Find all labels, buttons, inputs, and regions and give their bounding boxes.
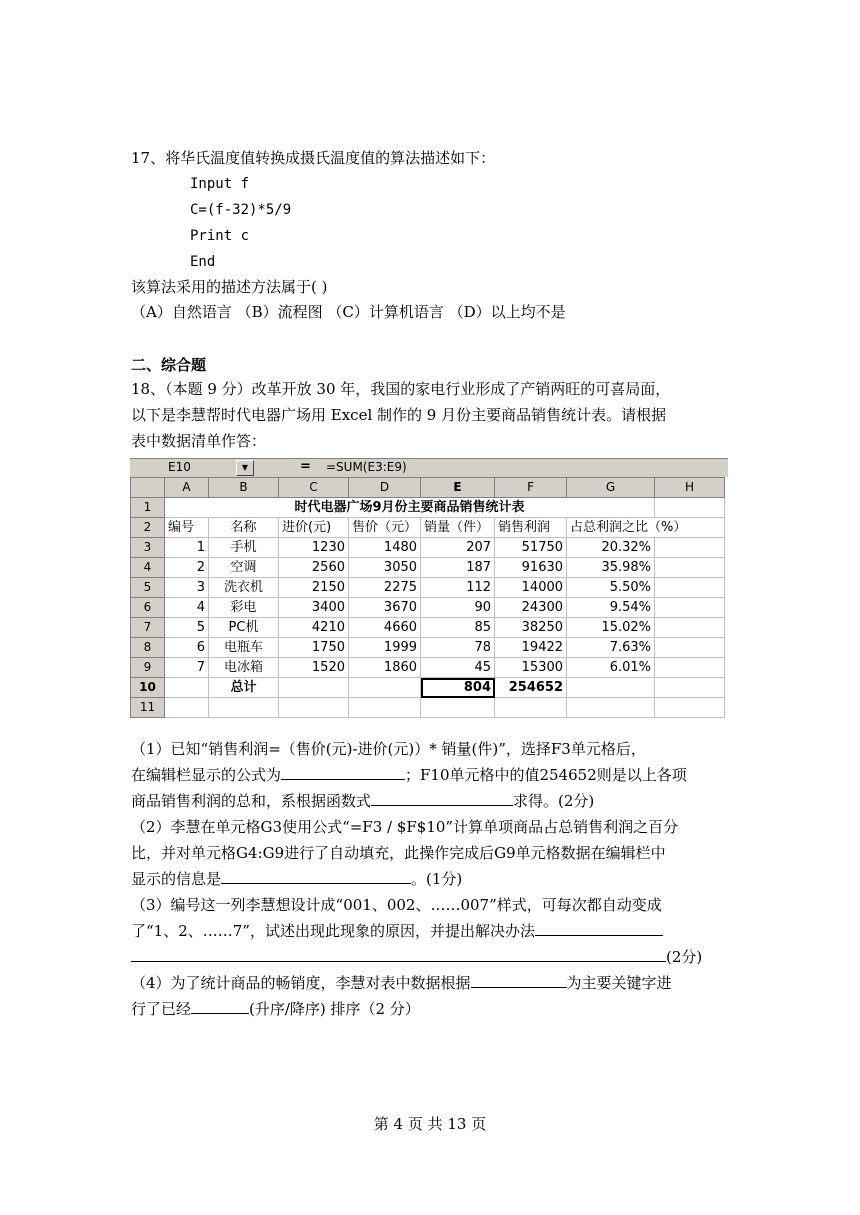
- code-line-4: End: [190, 254, 216, 270]
- spreadsheet-grid: [130, 477, 725, 718]
- code-line-1: Input f: [190, 176, 250, 192]
- q18-intro-3: 表中数据清单作答：: [131, 432, 267, 450]
- cell[interactable]: 78: [421, 638, 495, 658]
- p3-b-pre: 了“1、2、……7”，试述出现此现象的原因，并提出解决办法: [131, 922, 535, 940]
- table-row: [131, 518, 725, 538]
- cell[interactable]: 35.98%: [567, 558, 655, 578]
- formula-text[interactable]: =SUM(E3:E9): [326, 460, 407, 474]
- cell[interactable]: 6.01%: [567, 658, 655, 678]
- cell[interactable]: 1750: [279, 638, 349, 658]
- p1-c-post: 求得。(2分): [513, 792, 595, 810]
- p3-line-a: （3）编号这一列李慧想设计成“001、002、……007”样式，可每次都自动变成: [131, 896, 662, 914]
- cell[interactable]: 4210: [279, 618, 349, 638]
- p4-b-pre: 行了已经: [131, 1000, 192, 1018]
- section-title: 二、综合题: [131, 356, 207, 374]
- cell[interactable]: 彩电: [209, 598, 279, 618]
- table-row: [131, 698, 725, 718]
- q17-title: 17、将华氏温度值转换成摄氏温度值的算法描述如下：: [131, 149, 496, 167]
- table-row: [131, 498, 725, 518]
- corner-cell[interactable]: [131, 478, 165, 498]
- p3-c-post: (2分): [666, 948, 703, 966]
- cell[interactable]: 5.50%: [567, 578, 655, 598]
- header-cell[interactable]: 名称: [209, 518, 279, 538]
- cell[interactable]: 1999: [349, 638, 421, 658]
- header-cell[interactable]: 编号: [165, 518, 209, 538]
- row-header[interactable]: 8: [131, 638, 165, 658]
- cell[interactable]: [279, 698, 349, 718]
- cell[interactable]: 112: [421, 578, 495, 598]
- cell[interactable]: 3400: [279, 598, 349, 618]
- cell[interactable]: 90: [421, 598, 495, 618]
- table-row: [131, 678, 725, 698]
- cell[interactable]: [655, 498, 725, 518]
- col-header-h[interactable]: H: [655, 478, 725, 498]
- cell[interactable]: 1520: [279, 658, 349, 678]
- cell[interactable]: [165, 678, 209, 698]
- p2-c-pre: 显示的信息是: [131, 870, 222, 888]
- p4-line-a: [131, 972, 672, 994]
- sheet-title[interactable]: 时代电器广场9月份主要商品销售统计表: [165, 498, 655, 518]
- code-line-3: Print c: [190, 228, 250, 244]
- cell[interactable]: 3: [165, 578, 209, 598]
- cell[interactable]: [655, 538, 725, 558]
- cell[interactable]: [655, 658, 725, 678]
- cell[interactable]: 1230: [279, 538, 349, 558]
- header-cell[interactable]: 售价（元）: [349, 518, 421, 538]
- cell[interactable]: 2560: [279, 558, 349, 578]
- row-header[interactable]: 7: [131, 618, 165, 638]
- cell[interactable]: [495, 698, 567, 718]
- cell[interactable]: 15300: [495, 658, 567, 678]
- cell[interactable]: [567, 678, 655, 698]
- p4-a-post: 为主要关键字进: [566, 974, 672, 992]
- answer-blank[interactable]: [535, 921, 663, 936]
- table-row: [131, 558, 725, 578]
- cell[interactable]: 4: [165, 598, 209, 618]
- cell[interactable]: [655, 578, 725, 598]
- cell[interactable]: 7.63%: [567, 638, 655, 658]
- cell[interactable]: 85: [421, 618, 495, 638]
- row-header[interactable]: 3: [131, 538, 165, 558]
- cell[interactable]: 5: [165, 618, 209, 638]
- cell[interactable]: [655, 558, 725, 578]
- excel-screenshot: [130, 458, 728, 714]
- table-row: [131, 638, 725, 658]
- cell[interactable]: 45: [421, 658, 495, 678]
- answer-blank[interactable]: [221, 869, 411, 884]
- col-header-c[interactable]: C: [279, 478, 349, 498]
- cell[interactable]: 20.32%: [567, 538, 655, 558]
- p2-line-a: （2）李慧在单元格G3使用公式“=F3 / $F$10”计算单项商品占总销售利润之百分: [131, 818, 679, 836]
- answer-blank[interactable]: [371, 791, 513, 806]
- col-header-a[interactable]: A: [165, 478, 209, 498]
- p4-a-pre: （4）为了统计商品的畅销度，李慧对表中数据根据: [131, 974, 471, 992]
- p1-line-a: （1）已知“销售利润=（售价(元)-进价(元)）* 销量(件)”，选择F3单元格后，: [131, 740, 646, 758]
- col-header-d[interactable]: D: [349, 478, 421, 498]
- formula-bar: [130, 458, 728, 477]
- p1-b-pre: 在编辑栏显示的公式为: [131, 766, 282, 784]
- header-cell[interactable]: 销售利润: [495, 518, 567, 538]
- row-header[interactable]: 6: [131, 598, 165, 618]
- cell[interactable]: 91630: [495, 558, 567, 578]
- cell[interactable]: 4660: [349, 618, 421, 638]
- cell[interactable]: 38250: [495, 618, 567, 638]
- cell[interactable]: 14000: [495, 578, 567, 598]
- row-header[interactable]: 9: [131, 658, 165, 678]
- table-row: [131, 598, 725, 618]
- column-header-row: [131, 478, 725, 498]
- answer-blank[interactable]: [131, 947, 666, 962]
- cell[interactable]: 6: [165, 638, 209, 658]
- row-header[interactable]: 11: [131, 698, 165, 718]
- header-cell[interactable]: 进价(元): [279, 518, 349, 538]
- table-row: [131, 538, 725, 558]
- name-box[interactable]: E10: [168, 460, 191, 474]
- cell[interactable]: PC机: [209, 618, 279, 638]
- cell[interactable]: [655, 598, 725, 618]
- table-row: [131, 578, 725, 598]
- cell[interactable]: 51750: [495, 538, 567, 558]
- cell[interactable]: 洗衣机: [209, 578, 279, 598]
- cell[interactable]: 3050: [349, 558, 421, 578]
- cell[interactable]: [655, 638, 725, 658]
- answer-blank[interactable]: [281, 765, 405, 780]
- cell[interactable]: 1860: [349, 658, 421, 678]
- col-header-b[interactable]: B: [209, 478, 279, 498]
- p1-b-post: ；F10单元格中的值254652则是以上各项: [405, 766, 687, 784]
- cell[interactable]: [279, 678, 349, 698]
- equals-sign: =: [300, 459, 311, 474]
- p2-line-b: 比，并对单元格G4:G9进行了自动填充，此操作完成后G9单元格数据在编辑栏中: [131, 844, 666, 862]
- p4-b-post: (升序/降序) 排序（2 分）: [249, 1000, 420, 1018]
- q18-intro-1: 18、（本题 9 分）改革开放 30 年，我国的家电行业形成了产销两旺的可喜局面，: [131, 380, 671, 398]
- cell[interactable]: 7: [165, 658, 209, 678]
- cell[interactable]: [165, 698, 209, 718]
- cell[interactable]: 2150: [279, 578, 349, 598]
- table-row: [131, 658, 725, 678]
- row-header[interactable]: 5: [131, 578, 165, 598]
- cell[interactable]: [421, 698, 495, 718]
- cell[interactable]: 手机: [209, 538, 279, 558]
- cell[interactable]: [209, 698, 279, 718]
- cell[interactable]: 2: [165, 558, 209, 578]
- cell[interactable]: [655, 678, 725, 698]
- cell[interactable]: [349, 698, 421, 718]
- q18-intro-2: 以下是李慧帮时代电器广场用 Excel 制作的 9 月份主要商品销售统计表。请根据: [131, 406, 667, 424]
- cell[interactable]: 电瓶车: [209, 638, 279, 658]
- col-header-g[interactable]: G: [567, 478, 655, 498]
- cell[interactable]: 9.54%: [567, 598, 655, 618]
- cell[interactable]: [567, 698, 655, 718]
- p3-line-c: [131, 946, 702, 968]
- header-cell[interactable]: 销量（件）: [421, 518, 495, 538]
- row-header[interactable]: 2: [131, 518, 165, 538]
- cell[interactable]: 电冰箱: [209, 658, 279, 678]
- q17-options: （A）自然语言 （B）流程图 （C）计算机语言 （D）以上均不是: [131, 303, 566, 321]
- cell[interactable]: 1: [165, 538, 209, 558]
- answer-blank[interactable]: [191, 999, 249, 1014]
- col-header-f[interactable]: F: [495, 478, 567, 498]
- cell[interactable]: 207: [421, 538, 495, 558]
- code-line-2: C=(f-32)*5/9: [190, 202, 292, 218]
- total-label[interactable]: 总计: [209, 678, 279, 698]
- cell[interactable]: 3670: [349, 598, 421, 618]
- col-header-e[interactable]: E: [421, 478, 495, 498]
- cell[interactable]: 空调: [209, 558, 279, 578]
- cell[interactable]: 19422: [495, 638, 567, 658]
- cell[interactable]: 1480: [349, 538, 421, 558]
- row-header[interactable]: 1: [131, 498, 165, 518]
- header-cell[interactable]: 占总利润之比（%）: [567, 518, 725, 538]
- cell[interactable]: 187: [421, 558, 495, 578]
- cell[interactable]: 24300: [495, 598, 567, 618]
- cell[interactable]: [655, 618, 725, 638]
- row-header[interactable]: 10: [131, 678, 165, 698]
- p1-line-b: [131, 764, 687, 786]
- cell[interactable]: 15.02%: [567, 618, 655, 638]
- cell[interactable]: 2275: [349, 578, 421, 598]
- p1-line-c: [131, 790, 594, 812]
- cell[interactable]: [655, 698, 725, 718]
- page-footer: 第 4 页 共 13 页: [373, 1115, 487, 1133]
- answer-blank[interactable]: [471, 973, 567, 988]
- cell[interactable]: [349, 678, 421, 698]
- q17-question: 该算法采用的描述方法属于( ): [131, 278, 328, 296]
- table-row: [131, 618, 725, 638]
- row-header[interactable]: 4: [131, 558, 165, 578]
- dropdown-arrow-icon[interactable]: ▼: [236, 460, 254, 476]
- p4-line-b: [131, 998, 420, 1020]
- p2-c-post: 。(1分): [411, 870, 463, 888]
- total-profit-cell[interactable]: 254652: [495, 678, 567, 698]
- p1-c-pre: 商品销售利润的总和，系根据函数式: [131, 792, 372, 810]
- selected-cell-e10[interactable]: 804: [421, 678, 495, 698]
- p3-line-b: [131, 920, 663, 942]
- p2-line-c: [131, 868, 462, 890]
